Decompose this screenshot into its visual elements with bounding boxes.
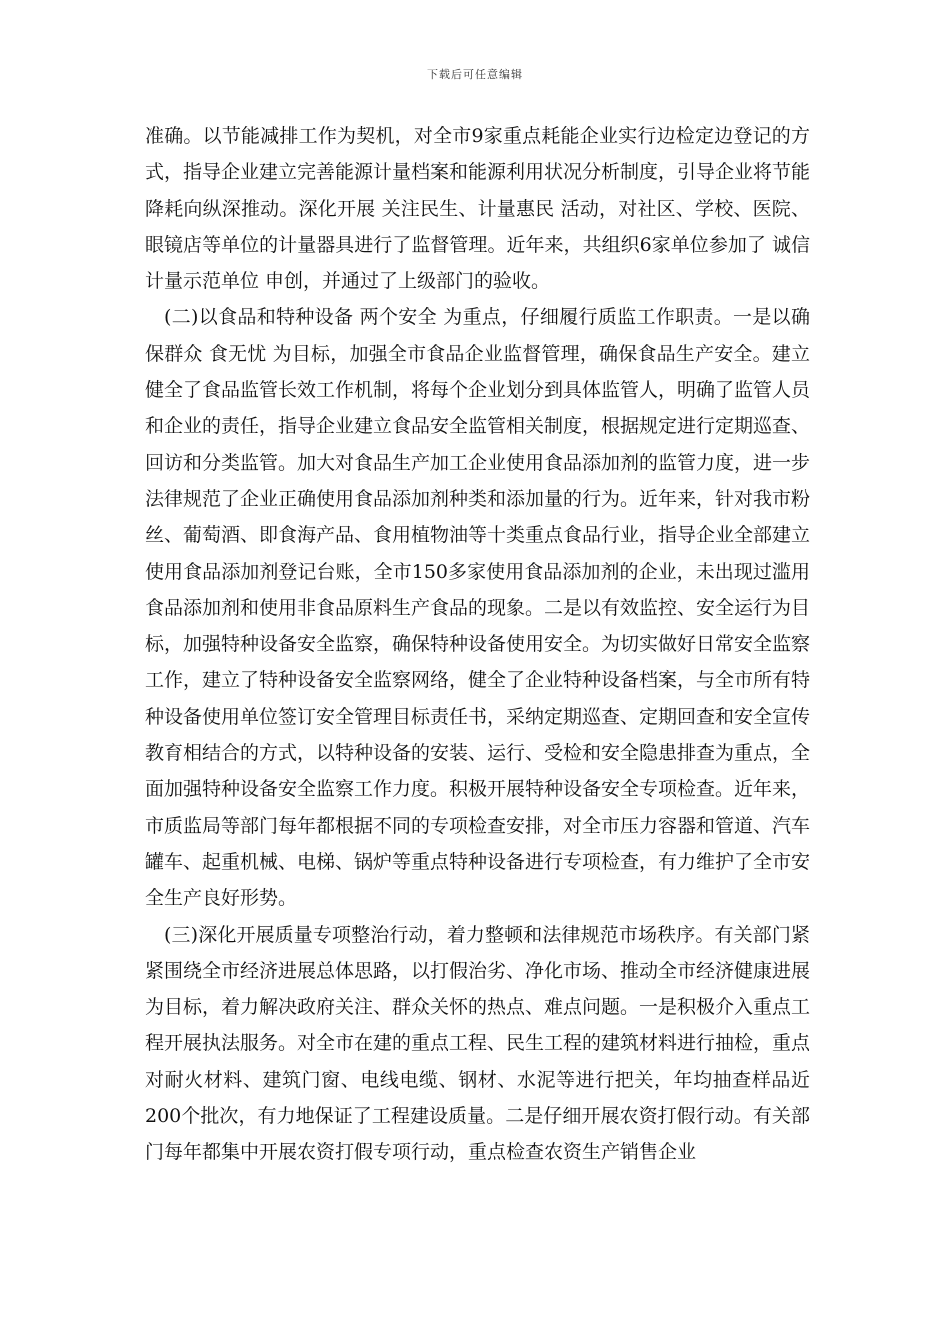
document-body	[145, 118, 810, 1171]
page-header-note: 下载后可任意编辑	[427, 68, 523, 81]
paragraph-section-2: (二)以食品和特种设备 两个安全 为重点，仔细履行质监工作职责。一是以确保群众 食无忧 为目标，加强全市食品企业监督管理，确保食品生产安全。建立健全了食品监管长效工作机制，将每个企业划分到具体监管人，明确了监管人员和企业的责任，指导企业建立食品安全监管相关制度，根据规定进行定期巡查、回访和分类监管。加大对食品生产加工企业使用食品添加剂的监管力度，进一步法律规范了企业正确使用食品添加剂种类和添加量的行为。近年来，针对我市粉丝、葡萄酒、即食海产品、食用植物油等十类重点食品行业，指导企业全部建立使用食品添加剂登记台账，全市150多家使用食品添加剂的企业，未出现过滥用食品添加剂和使用非食品原料生产食品的现象。二是以有效监控、安全运行为目标，加强特种设备安全监察，确保特种设备使用安全。为切实做好日常安全监察工作，建立了特种设备安全监察网络，健全了企业特种设备档案，与全市所有特种设备使用单位签订安全管理目标责任书，采纳定期巡查、定期回查和安全宣传教育相结合的方式，以特种设备的安装、运行、受检和安全隐患排查为重点，全面加强特种设备安全监察工作力度。积极开展特种设备安全专项检查。近年来，市质监局等部门每年都根据不同的专项检查安排，对全市压力容器和管道、汽车罐车、起重机械、电梯、锅炉等重点特种设备进行专项检查，有力维护了全市安全生产良好形势。	[145, 306, 811, 910]
paragraph-section-3: (三)深化开展质量专项整治行动，着力整顿和法律规范市场秩序。有关部门紧紧围绕全市经济进展总体思路，以打假治劣、净化市场、推动全市经济健康进展为目标，着力解决政府关注、群众关怀的热点、难点问题。一是积极介入重点工程开展执法服务。对全市在建的重点工程、民生工程的建筑材料进行抽检，重点对耐火材料、建筑门窗、电线电缆、钢材、水泥等进行把关，年均抽查样品近200个批次，有力地保证了工程建设质量。二是仔细开展农资打假行动。有关部门每年都集中开展农资打假专项行动，重点检查农资生产销售企业	[145, 923, 811, 1164]
paragraph-continuation: 准确。以节能减排工作为契机，对全市9家重点耗能企业实行边检定边登记的方式，指导企业建立完善能源计量档案和能源利用状况分析制度，引导企业将节能降耗向纵深推动。深化开展 关注民生、计量惠民 活动，对社区、学校、医院、眼镜店等单位的计量器具进行了监督管理。近年来，共组织6家单位参加了 诚信计量示范单位 申创，并通过了上级部门的验收。	[145, 125, 811, 293]
